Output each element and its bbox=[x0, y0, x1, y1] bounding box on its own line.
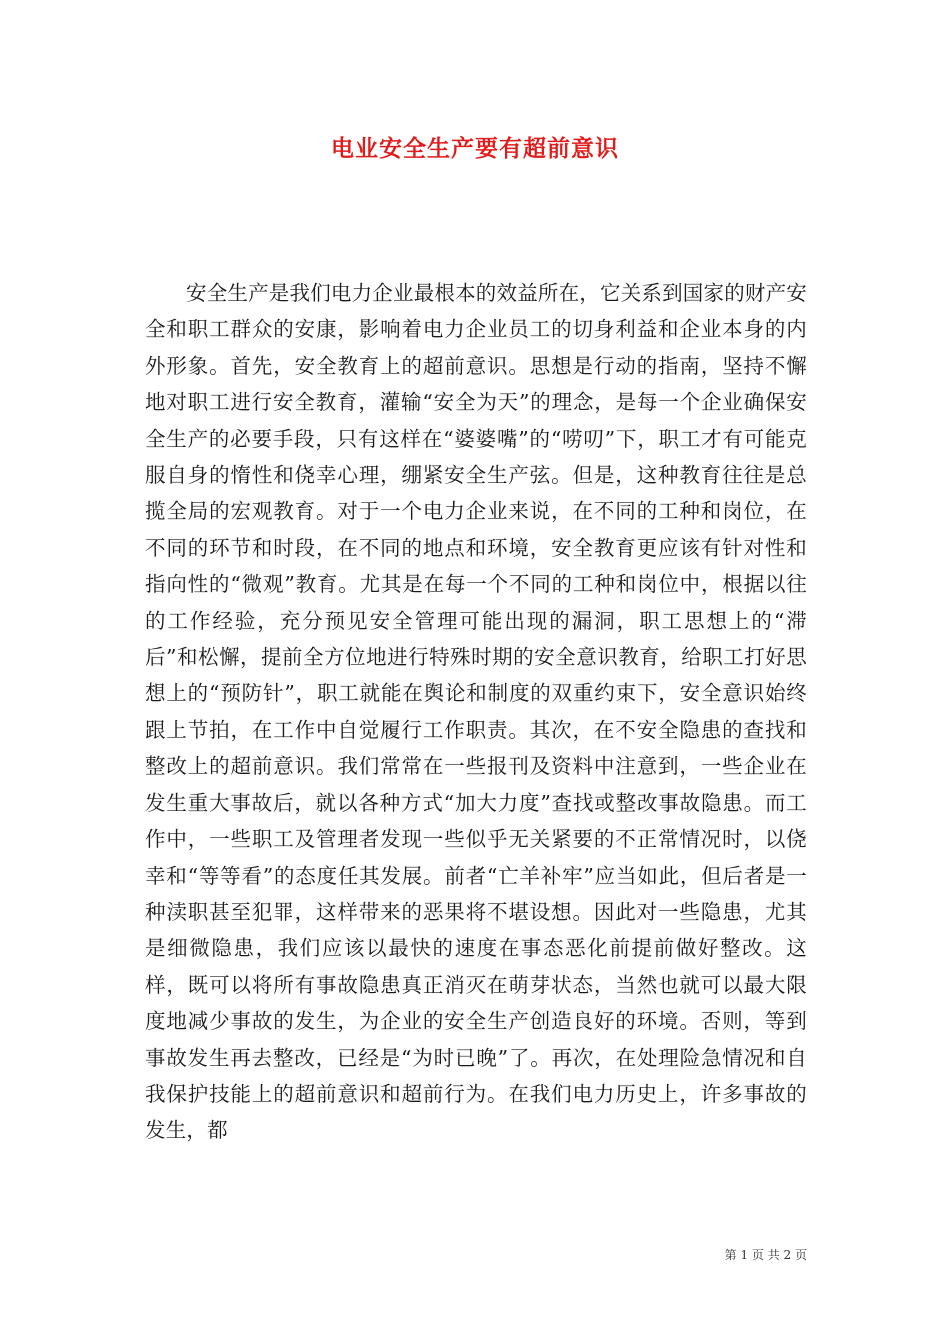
document-title: 电业安全生产要有超前意识 bbox=[331, 135, 619, 162]
page-number-footer: 第 1 页 共 2 页 bbox=[724, 1248, 807, 1262]
document-paragraph: 安全生产是我们电力企业最根本的效益所在，它关系到国家的财产安全和职工群众的安康，影响着电力企业员工的切身利益和企业本身的内外形象。首先，安全教育上的超前意识。思想是行动的指南，坚持不懈地对职工进行安全教育，灌输“安全为天”的理念，是每一个企业确保安全生产的必要手段，只有这样在“婆婆嘴”的“唠叨”下，职工才有可能克服自身的惰性和侥幸心理，绷紧安全生产弦。但是，这种教育往往是总揽全局的宏观教育。对于一个电力企业来说，在不同的工种和岗位，在不同的环节和时段，在不同的地点和环境，安全教育更应该有针对性和指向性的“微观”教育。尤其是在每一个不同的工种和岗位中，根据以往的工作经验，充分预见安全管理可能出现的漏洞，职工思想上的“滞后”和松懈，提前全方位地进行特殊时期的安全意识教育，给职工打好思想上的“预防针”，职工就能在舆论和制度的双重约束下，安全意识始终跟上节拍，在工作中自觉履行工作职责。其次，在不安全隐患的查找和整改上的超前意识。我们常常在一些报刊及资料中注意到，一些企业在发生重大事故后，就以各种方式“加大力度”查找或整改事故隐患。而工作中，一些职工及管理者发现一些似乎无关紧要的不正常情况时，以侥幸和“等等看”的态度任其发展。前者“亡羊补牢”应当如此，但后者是一种渎职甚至犯罪，这样带来的恶果将不堪设想。因此对一些隐患，尤其是细微隐患，我们应该以最快的速度在事态恶化前提前做好整改。这样，既可以将所有事故隐患真正消灭在萌芽状态，当然也就可以最大限度地减少事故的发生，为企业的安全生产创造良好的环境。否则，等到事故发生再去整改，已经是“为时已晚”了。再次，在处理险急情况和自我保护技能上的超前意识和超前行为。在我们电力历史上，许多事故的发生，都 bbox=[145, 281, 807, 1143]
